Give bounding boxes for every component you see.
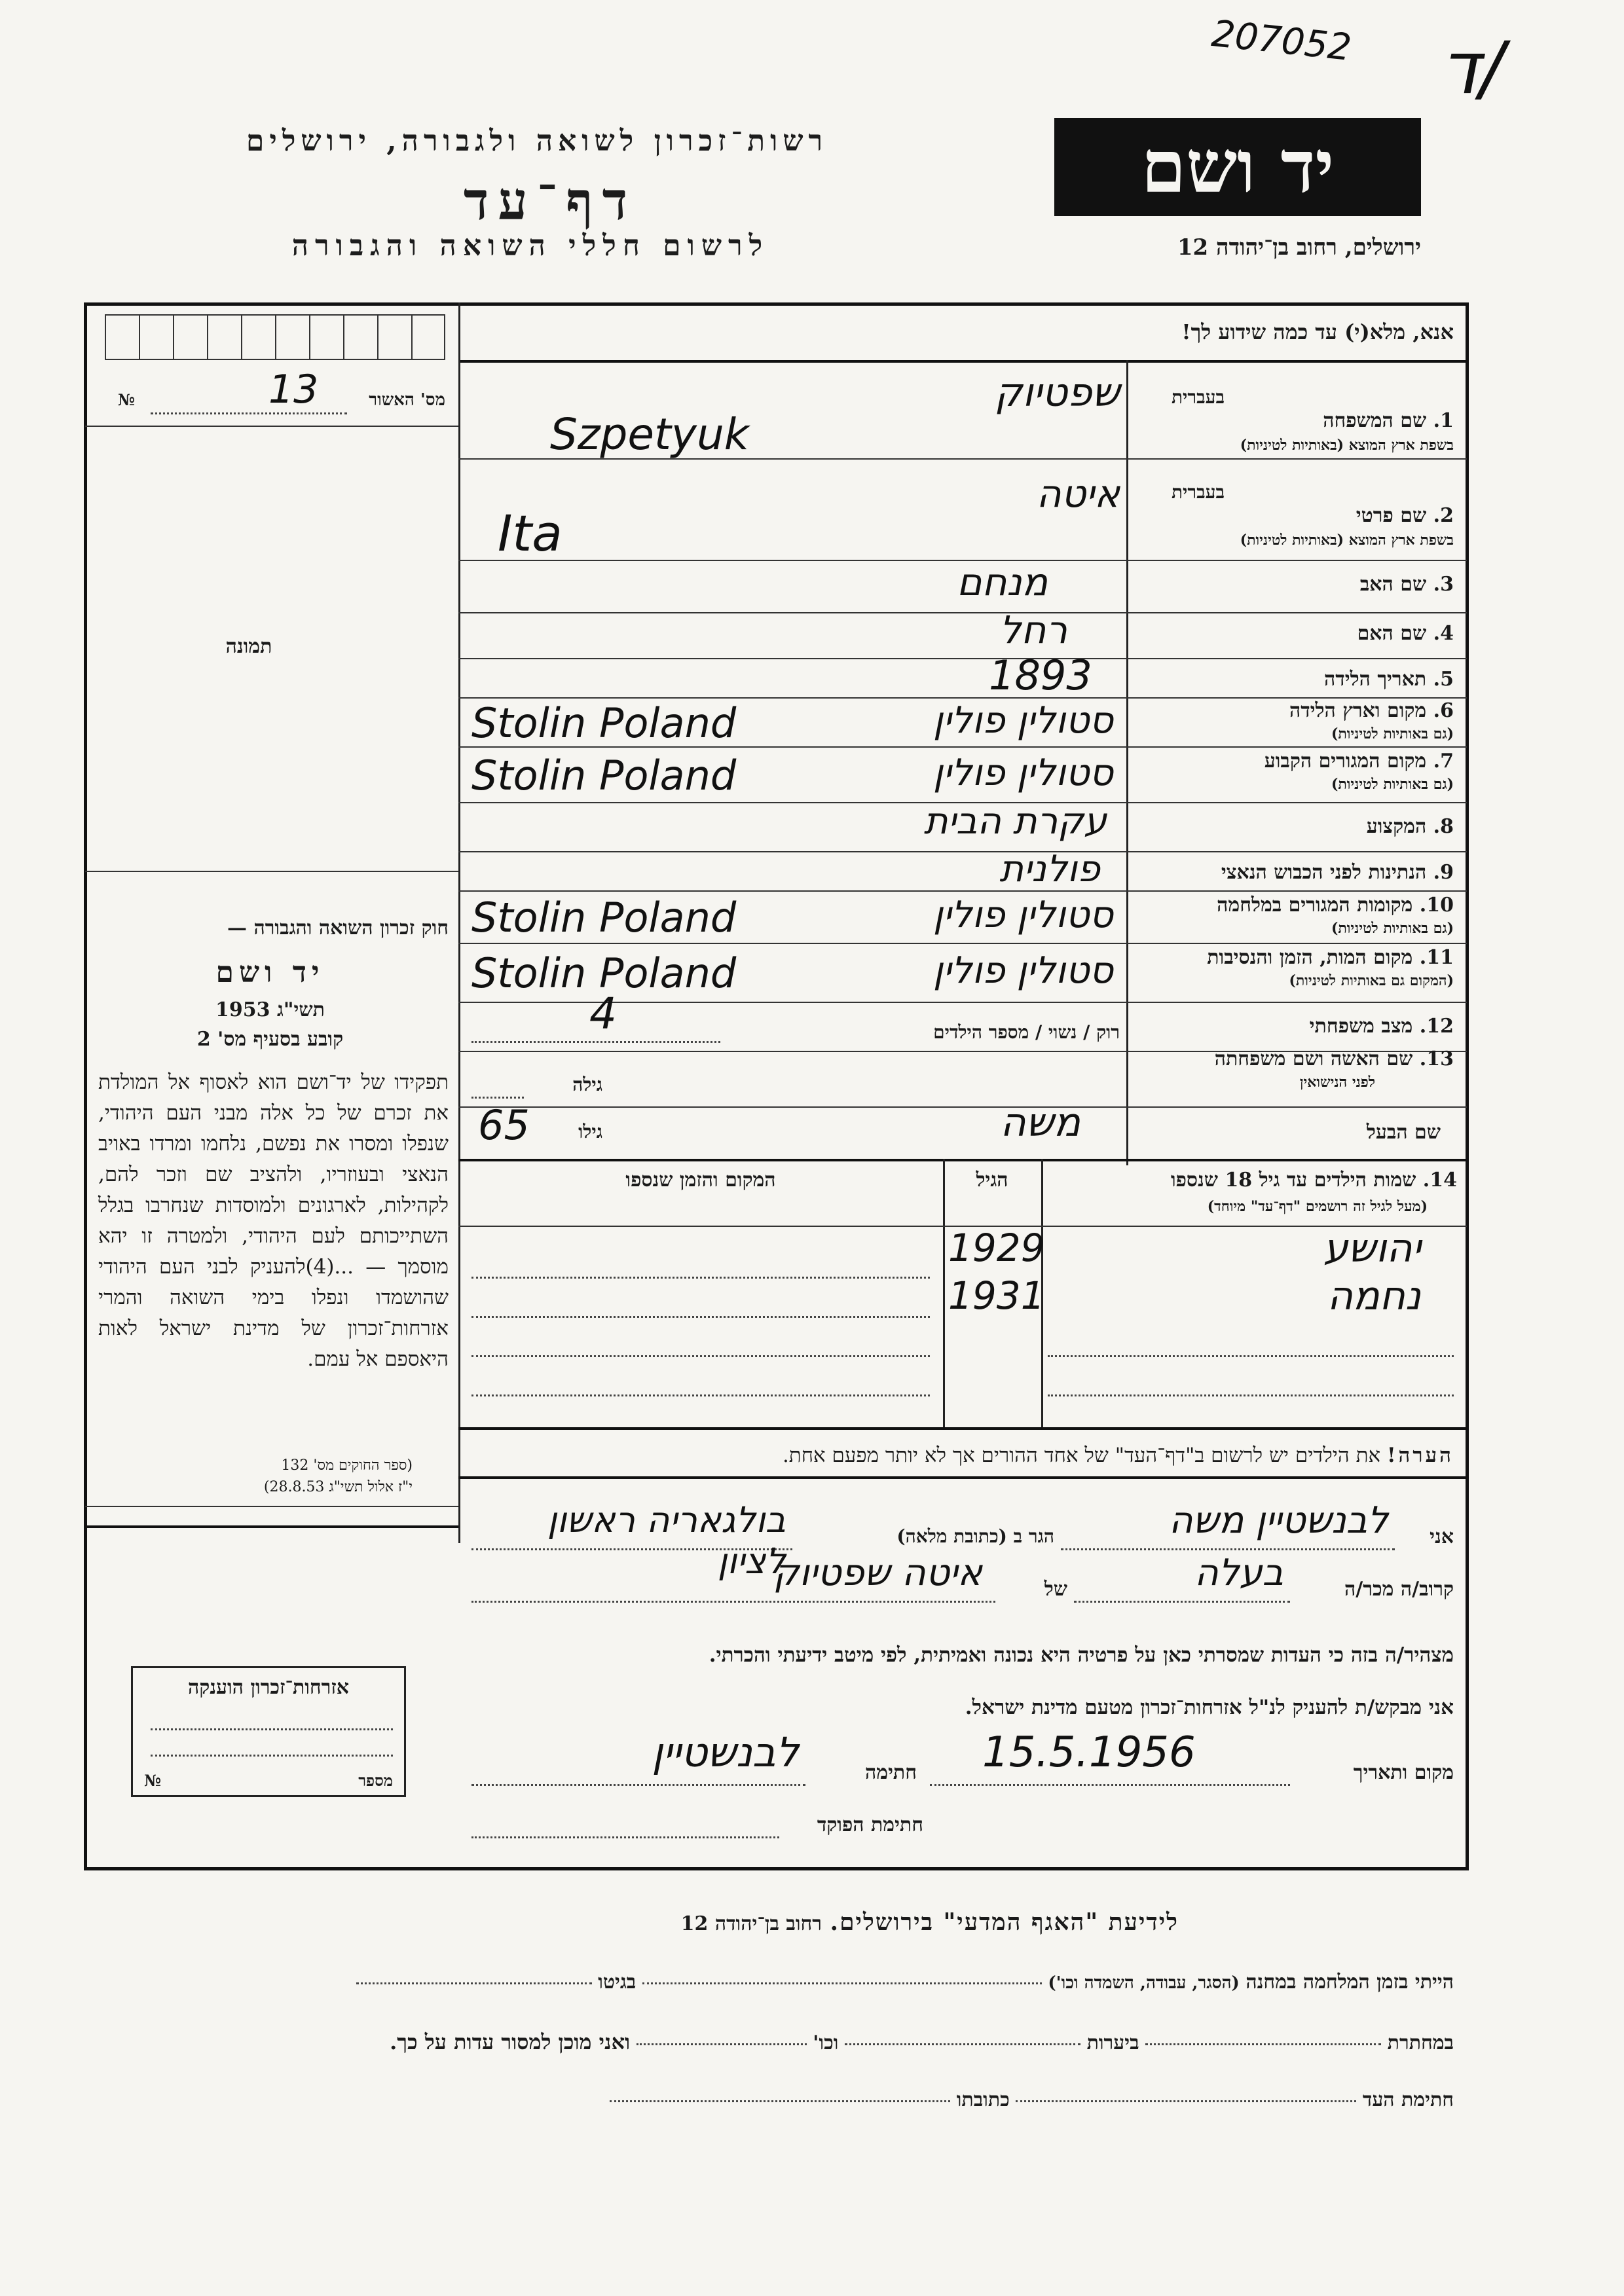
field-13-label: 13. שם האשה ושם משפחתה [1214,1048,1454,1070]
footer-ghetto-label: בגיטו [598,1971,637,1994]
field-1-latin[interactable]: Szpetyuk [550,409,750,460]
decl-address[interactable]: בולגאריה ראשון לציון [547,1499,786,1582]
field-11-hebrew[interactable]: סטולין פולין [932,949,1113,992]
field-6-sub: (גם באותיות לטיניות) [1331,725,1454,742]
field-10-hebrew[interactable]: סטולין פולין [932,894,1113,936]
footer-underground: במחתרת [1387,2032,1454,2054]
law-body: תפקידו של יד־ושם הוא לאסוף אל המולדת את זכרם של כל אלה מבני העם היהודי, שנפלו ומסרו את נפשם, נלחמו ומרדו באויב הנאצי ובעוזריו, ולהציב שם וזכר להם, לקהילות, לארגונים ולמוסדות שנחרבו בגלל השתייכותם לעם היהודי, ולמטרה זו יהא מוסמך — ...(4)להעניק לבני העם היהודי שהושמדו ונפלו בימי השואה והמרי אזרחות־זכרון של מדינת ישראל לאות היאספם אל עמם. [98,1070,449,1371]
footer-line-3 [85,2088,1454,2111]
field-3-value[interactable]: מנחם [957,560,1048,604]
field-1-label: 1. שם המשפחה [1323,409,1454,432]
yad-vashem-logo: יד ושם [1054,118,1421,216]
field-8-label: 8. המקצוע [1366,815,1454,838]
permit-label: מס' האשור [369,390,445,410]
field-10-latin[interactable]: Stolin Poland [471,894,737,941]
photo-label: תמונה [225,635,272,658]
field-2-sub: בשפת ארץ המוצא (באותיות לטיניות) [1240,532,1454,549]
footer-heading [393,1908,1179,1936]
decl-request: אני מבקש/ת להעניק לנ"ל אזרחות־זכרון מטעם מדינת ישראל. [965,1696,1454,1719]
decl-place-date-label: מקום ותאריך [1353,1761,1454,1784]
field-11-latin[interactable]: Stolin Poland [471,949,737,997]
child-age[interactable]: 1931 [948,1273,1045,1318]
law-title: חוק זכרון השואה והגבורה — [227,917,449,939]
field-10-sub: (גם באותיות לטיניות) [1331,920,1454,937]
law-ref1: (ספר החוקים מס' 132 [281,1457,413,1474]
citizenship-number: מספר [358,1771,393,1790]
in-hebrew-2: בעברית [1171,481,1225,503]
husband-value[interactable]: משה [1000,1100,1080,1146]
field-5-label: 5. תאריך הלידה [1324,668,1454,691]
permit-sym: № [118,390,136,409]
field-4-label: 4. שם האם [1357,622,1454,645]
law-clause: קובע בסעיף מס' 2 [196,1028,344,1051]
header-address: ירושלים, רחוב בן־יהודה 12 [1177,234,1421,261]
husband-label: שם הבעל [1366,1121,1441,1144]
field-6-hebrew[interactable]: סטולין פולין [932,699,1113,742]
field-7-label: 7. מקום המגורים הקבוע [1264,750,1454,773]
corner-mark: ד/ [1441,26,1505,110]
note [465,1444,1454,1467]
husband-age[interactable]: 65 [478,1101,530,1149]
decl-date[interactable]: 15.5.1956 [982,1728,1196,1777]
form-title: דף־עד [463,170,637,232]
decl-i: אני [1430,1525,1454,1548]
field-7-hebrew[interactable]: סטולין פולין [932,752,1113,794]
field-9-label: 9. הנתינות לפני הכבוש הנאצי [1221,861,1454,884]
footer-witness-signature: חתימת העד [1362,2088,1454,2111]
child-name[interactable]: יהושע [1323,1226,1421,1271]
field-1-hebrew[interactable]: שפטיוק [994,370,1120,416]
field-3-label: 3. שם האב [1359,573,1454,596]
field-5-value[interactable]: 1893 [989,651,1092,699]
field-1-sub: בשפת ארץ המוצא (באותיות לטיניות) [1240,437,1454,454]
archive-number: 207052 [1209,12,1354,69]
footer-camp-types: (הסגר, עבודה, השמדה וכו') [1048,1973,1240,1993]
child-age[interactable]: 1929 [948,1226,1045,1270]
decl-of-value[interactable]: איטה שפטיוק [773,1552,982,1594]
children-sub: (מעל לגיל זה רושמים "דף־עד" מיוחד) [1207,1198,1428,1215]
footer-witness-address: כתובתו [956,2088,1010,2111]
footer-forests: ביערות [1086,2032,1139,2054]
footer-etc: וכו' [813,2032,839,2054]
children-age-header: הגיל [976,1169,1008,1192]
permit-value: 13 [268,367,319,412]
decl-relative-label: קרוב/ה מכר/ה [1344,1578,1454,1601]
in-hebrew-1: בעברית [1171,386,1225,408]
field-12-label: 12. מצב משפחתי [1309,1015,1454,1038]
form-subtitle: לרשום חללי השואה והגבורה [291,229,769,263]
field-6-latin[interactable]: Stolin Poland [471,699,737,747]
field-10-label: 10. מקומות המגורים במלחמה [1217,894,1454,917]
law-year: תשי"ג 1953 [215,998,325,1021]
footer-address: רחוב בן־יהודה 12 [680,1912,822,1935]
field-6-label: 6. מקום וארץ הלידה [1289,699,1454,722]
field-12-options: רוק / נשוי / מספר הילדים [933,1021,1120,1043]
field-11-label: 11. מקום המות, הזמן והנסיבות [1207,946,1454,969]
law-ref2: י"ז אלול תשי"ג 28.8.53) [263,1479,413,1495]
field-12-value[interactable]: 4 [589,989,617,1039]
footer-heading-text: לידיעת "האגף המדעי" בירושלים. [830,1908,1179,1936]
decl-officer-label: חתימת הפוקד [817,1813,923,1836]
citizenship-title: אזרחות־זכרון הוענקה [187,1676,350,1699]
permit-ticks [105,314,445,360]
field-9-value[interactable]: פולנית [999,848,1100,890]
decl-statement: מצהיר/ה בזה כי העדות שמסרתי כאן על פרטיה היא נכונה ואמיתית, לפי מיטב ידיעתי והכרתי. [709,1643,1454,1667]
child-name[interactable]: נחמה [1327,1273,1421,1319]
field-7-latin[interactable]: Stolin Poland [471,752,737,799]
decl-of-label: של [1044,1578,1067,1601]
decl-relation[interactable]: בעלה [1194,1552,1283,1594]
field-2-hebrew[interactable]: איטה [1036,471,1120,516]
decl-signature-label: חתימה [865,1761,917,1784]
field-4-value[interactable]: רחל [999,608,1067,652]
field-2-label: 2. שם פרטי [1356,504,1454,527]
note-text: את הילדים יש לרשום ב"דף־העד" של אחד ההורים אך לא יותר מפעם אחת. [782,1444,1381,1467]
decl-signature[interactable]: לבנשטיין [652,1728,799,1776]
note-label: הערה! [1386,1444,1454,1467]
footer-ready: ואני מוכן למסור עדות על כך. [390,2030,631,2054]
children-label: 14. שמות הילדים עד גיל 18 שנספו [1170,1169,1457,1192]
instruction: אנא, מלא(י) עד כמה שידוע לך! [1181,319,1454,344]
authority-line: רשות־זכרון לשואה ולגבורה, ירושלים [246,124,828,158]
footer-line-2 [85,2030,1454,2054]
children-place-header: המקום והזמן שנספו [625,1169,776,1192]
footer-line-1 [85,1971,1454,1994]
footer-camp-label: הייתי בזמן המלחמה במחנה [1246,1971,1454,1994]
field-13-sub: לפני הנישואין [1299,1074,1375,1091]
field-11-sub: (המקום גם באותיות לטיניות) [1289,972,1454,989]
citizenship-sym: № [144,1771,162,1790]
field-7-sub: (גם באותיות לטיניות) [1331,776,1454,793]
age-label: גילה [572,1074,602,1095]
law-name: יד ושם [215,956,325,989]
decl-name[interactable]: לבנשטיין משה [1168,1499,1388,1542]
field-8-value[interactable]: עקרת הבית [923,800,1107,843]
field-2-latin[interactable]: Ita [498,504,563,562]
decl-living-label: הגר ב (כתובת מלאה) [896,1525,1054,1547]
husband-age-label: גילו [578,1121,602,1142]
